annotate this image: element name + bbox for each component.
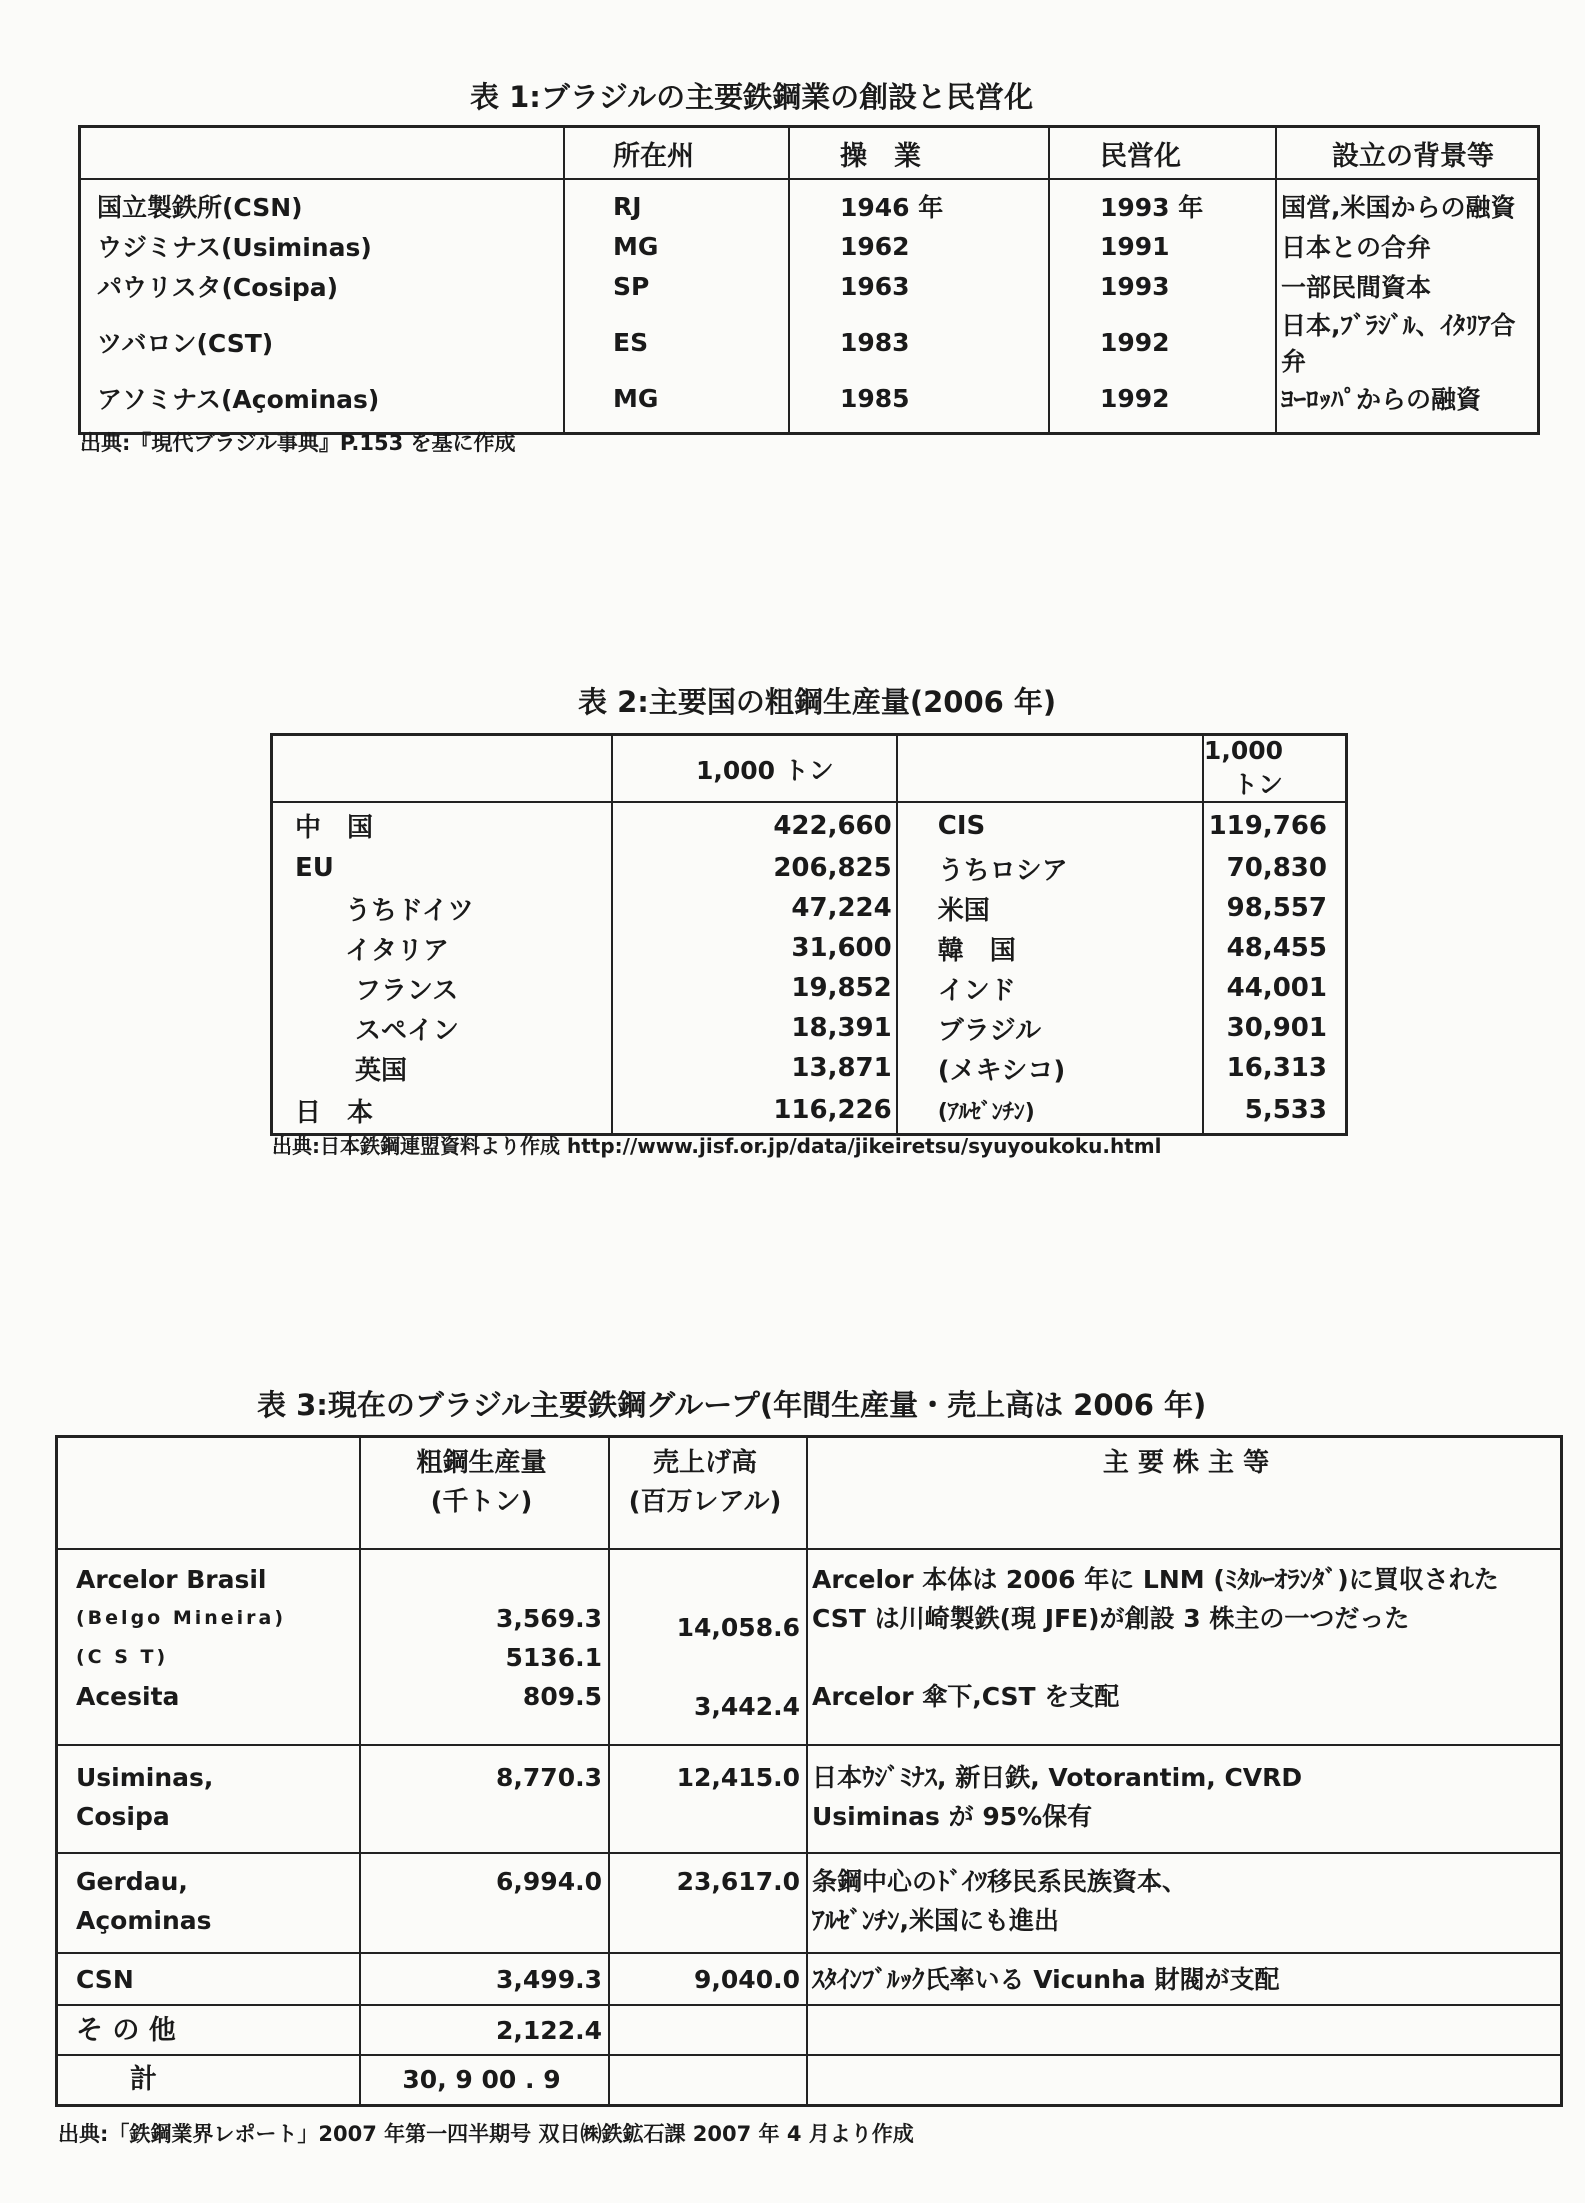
group-name-cell — [57, 1853, 361, 1953]
production-cell: 119,766 — [1208, 810, 1327, 841]
company-cell: アソミナス(Açominas) — [97, 385, 380, 414]
shareholders-line: Usiminas が 95%保有 — [812, 1802, 1093, 1831]
production-cell: 18,391 — [612, 1008, 897, 1048]
production-header — [360, 1437, 609, 1550]
table-row — [57, 2005, 1562, 2055]
unit-header: 1,000 トン — [1203, 735, 1347, 803]
state-cell: RJ — [564, 179, 789, 226]
production-value: 3,569.3 — [496, 1604, 602, 1633]
operation-year-cell: 1962 — [789, 226, 1049, 266]
table1-header-cell: 設立の背景等 — [1276, 127, 1539, 180]
table1-source: 出典:『現代ブラジル事典』P.153 を基に作成 — [80, 431, 516, 455]
production-value: 5136.1 — [505, 1643, 602, 1672]
sales-cell: 23,617.0 — [609, 1853, 807, 1953]
table-row — [80, 378, 1539, 434]
sales-value: 14,058.6 — [676, 1613, 800, 1642]
group-name-cell: そ の 他 — [57, 2005, 361, 2055]
production-cell: 70,830 — [1226, 853, 1327, 883]
company-cell: ウジミナス(Usiminas) — [97, 233, 372, 262]
country-cell: EU — [272, 848, 612, 888]
table-row — [57, 1745, 1562, 1853]
country-cell: フランス — [272, 968, 612, 1008]
production-cell: 5,533 — [1244, 1095, 1327, 1126]
table1-header-row — [80, 127, 1539, 180]
sales-cell: 12,415.0 — [609, 1745, 807, 1853]
production-cell: 30,901 — [1226, 1013, 1327, 1043]
group-name-cell — [57, 1549, 361, 1745]
table3-title: 表 3:現在のブラジル主要鉄鋼グループ(年間生産量・売上高は 2006 年) — [257, 1388, 1207, 1422]
group-name-line: Gerdau, — [76, 1867, 188, 1896]
production-cell: 16,313 — [1226, 1053, 1327, 1083]
country-cell: (メキシコ) — [897, 1048, 1203, 1088]
table1 — [78, 125, 1540, 435]
table-row — [272, 1088, 1347, 1134]
group-name-cell — [57, 1745, 361, 1853]
table2-header-row — [272, 735, 1347, 803]
country-cell: 米国 — [897, 888, 1203, 928]
background-cell: 一部民間資本 — [1276, 266, 1539, 306]
company-cell: ツバロン(CST) — [97, 329, 274, 358]
table-row — [80, 306, 1539, 378]
sales-header — [609, 1437, 807, 1550]
operation-year-cell: 1946 年 — [789, 179, 1049, 226]
privatization-year-cell: 1992 — [1049, 306, 1276, 378]
table2-title: 表 2:主要国の粗鋼生産量(2006 年) — [578, 685, 1057, 719]
production-value: 809.5 — [522, 1682, 602, 1711]
sales-header-line1: 売上げ高 — [652, 1448, 757, 1478]
production-cell: 19,852 — [612, 968, 897, 1008]
country-cell: ブラジル — [897, 1008, 1203, 1048]
table-row — [272, 1048, 1347, 1088]
table3-header-cell — [57, 1437, 361, 1550]
table1-title: 表 1:ブラジルの主要鉄鋼業の創設と民営化 — [470, 80, 1034, 114]
table-row — [272, 968, 1347, 1008]
group-name-line: (Belgo Mineira) — [76, 1607, 287, 1629]
group-name-line: Usiminas, — [76, 1763, 214, 1792]
country-cell: スペイン — [272, 1008, 612, 1048]
table-row — [57, 2055, 1562, 2105]
privatization-year-cell: 1993 — [1049, 266, 1276, 306]
production-cell: 116,226 — [612, 1088, 897, 1134]
table-row — [80, 179, 1539, 226]
table-row — [272, 928, 1347, 968]
sales-header-line2: (百万レアル) — [628, 1487, 782, 1517]
state-cell: MG — [564, 378, 789, 434]
production-cell: 13,871 — [612, 1048, 897, 1088]
shareholders-header: 主 要 株 主 等 — [807, 1437, 1562, 1550]
shareholders-line: Arcelor 傘下,CST を支配 — [812, 1682, 1120, 1711]
production-cell: 3,499.3 — [360, 1953, 609, 2005]
group-name-line: Açominas — [76, 1906, 212, 1935]
shareholders-cell — [807, 2055, 1562, 2105]
table-row — [80, 226, 1539, 266]
group-name-cell: 計 — [57, 2055, 361, 2105]
production-cell: 31,600 — [612, 928, 897, 968]
country-cell: うちロシア — [897, 848, 1203, 888]
shareholders-cell — [807, 1853, 1562, 1953]
table-row — [57, 1549, 1562, 1745]
group-name-line: Acesita — [76, 1682, 180, 1711]
group-name-line: Cosipa — [76, 1802, 170, 1831]
privatization-year-cell: 1992 — [1049, 378, 1276, 434]
table2-header-cell — [272, 735, 612, 803]
table-row — [80, 266, 1539, 306]
sales-cell: 9,040.0 — [609, 1953, 807, 2005]
sales-value: 3,442.4 — [694, 1692, 800, 1721]
production-cell: 98,557 — [1226, 893, 1327, 923]
production-cell: 47,224 — [612, 888, 897, 928]
table-row — [272, 848, 1347, 888]
country-cell: 英国 — [272, 1048, 612, 1088]
production-cell: 30, 9 00 . 9 — [360, 2055, 609, 2105]
table1-header-cell: 民営化 — [1049, 127, 1276, 180]
country-cell: (ｱﾙｾﾞﾝﾁﾝ) — [897, 1088, 1203, 1134]
shareholders-line: CST は川崎製鉄(現 JFE)が創設 3 株主の一つだった — [812, 1604, 1410, 1633]
operation-year-cell: 1983 — [789, 306, 1049, 378]
country-cell: 中 国 — [272, 802, 612, 848]
production-cell: 48,455 — [1226, 933, 1327, 963]
table3-header-row — [57, 1437, 1562, 1550]
table1-header-cell: 操 業 — [789, 127, 1049, 180]
table3 — [55, 1435, 1563, 2107]
operation-year-cell: 1985 — [789, 378, 1049, 434]
company-cell: 国立製鉄所(CSN) — [97, 193, 303, 222]
country-cell: CIS — [897, 802, 1203, 848]
company-cell: パウリスタ(Cosipa) — [97, 273, 339, 302]
privatization-year-cell: 1993 年 — [1049, 179, 1276, 226]
privatization-year-cell: 1991 — [1049, 226, 1276, 266]
group-name-line: Arcelor Brasil — [76, 1565, 267, 1594]
operation-year-cell: 1963 — [789, 266, 1049, 306]
shareholders-cell — [807, 1549, 1562, 1745]
table-row — [57, 1953, 1562, 2005]
shareholders-cell — [807, 1745, 1562, 1853]
table-row — [57, 1853, 1562, 1953]
state-cell: SP — [564, 266, 789, 306]
production-header-line2: (千トン) — [430, 1487, 533, 1517]
table2-header-cell — [897, 735, 1203, 803]
production-cell: 422,660 — [612, 802, 897, 848]
table2 — [270, 733, 1348, 1136]
sales-cell — [609, 2055, 807, 2105]
table1-header-cell — [80, 127, 565, 180]
state-cell: MG — [564, 226, 789, 266]
production-cell: 206,825 — [612, 848, 897, 888]
table2-source: 出典:日本鉄鋼連盟資料より作成 http://www.jisf.or.jp/data/jikeiretsu/syuyoukoku.html — [272, 1134, 1162, 1158]
shareholders-line: 日本ｳｼﾞﾐﾅｽ, 新日鉄, Votorantim, CVRD — [812, 1763, 1303, 1792]
unit-header: 1,000 トン — [612, 735, 897, 803]
shareholders-line: 条鋼中心のﾄﾞｲﾂ移民系民族資本、 — [812, 1867, 1188, 1896]
sales-cell — [609, 2005, 807, 2055]
country-cell: 日 本 — [272, 1088, 612, 1134]
table-row — [272, 888, 1347, 928]
table-row — [272, 802, 1347, 848]
shareholders-cell — [807, 2005, 1562, 2055]
production-cell — [360, 1549, 609, 1745]
production-cell: 44,001 — [1226, 973, 1327, 1003]
table-row — [272, 1008, 1347, 1048]
country-cell: イタリア — [272, 928, 612, 968]
background-cell: 日本との合弁 — [1276, 226, 1539, 266]
country-cell: うちドイツ — [272, 888, 612, 928]
shareholders-cell: ｽﾀｲﾝﾌﾞﾙｯｸ氏率いる Vicunha 財閥が支配 — [807, 1953, 1562, 2005]
production-cell: 8,770.3 — [360, 1745, 609, 1853]
state-cell: ES — [564, 306, 789, 378]
shareholders-line: Arcelor 本体は 2006 年に LNM (ﾐﾀﾙｰｵﾗﾝﾀﾞ)に買収された — [812, 1565, 1499, 1594]
production-cell: 6,994.0 — [360, 1853, 609, 1953]
production-cell: 2,122.4 — [360, 2005, 609, 2055]
sales-cell — [609, 1549, 807, 1745]
country-cell: インド — [897, 968, 1203, 1008]
table1-header-cell: 所在州 — [564, 127, 789, 180]
background-cell: ﾖｰﾛｯﾊﾟからの融資 — [1276, 378, 1539, 434]
shareholders-line: ｱﾙｾﾞﾝﾁﾝ,米国にも進出 — [812, 1906, 1059, 1935]
background-cell: 国営,米国からの融資 — [1276, 179, 1539, 226]
background-cell: 日本,ﾌﾞﾗｼﾞﾙ、ｲﾀﾘｱ合弁 — [1276, 306, 1539, 378]
table3-source: 出典:「鉄鋼業界レポート」2007 年第一四半期号 双日㈱鉄鉱石課 2007 年 4 月より作成 — [58, 2122, 914, 2146]
production-header-line1: 粗鋼生産量 — [416, 1448, 547, 1478]
country-cell: 韓 国 — [897, 928, 1203, 968]
group-name-line: (C S T) — [76, 1646, 169, 1668]
group-name-cell: CSN — [57, 1953, 361, 2005]
